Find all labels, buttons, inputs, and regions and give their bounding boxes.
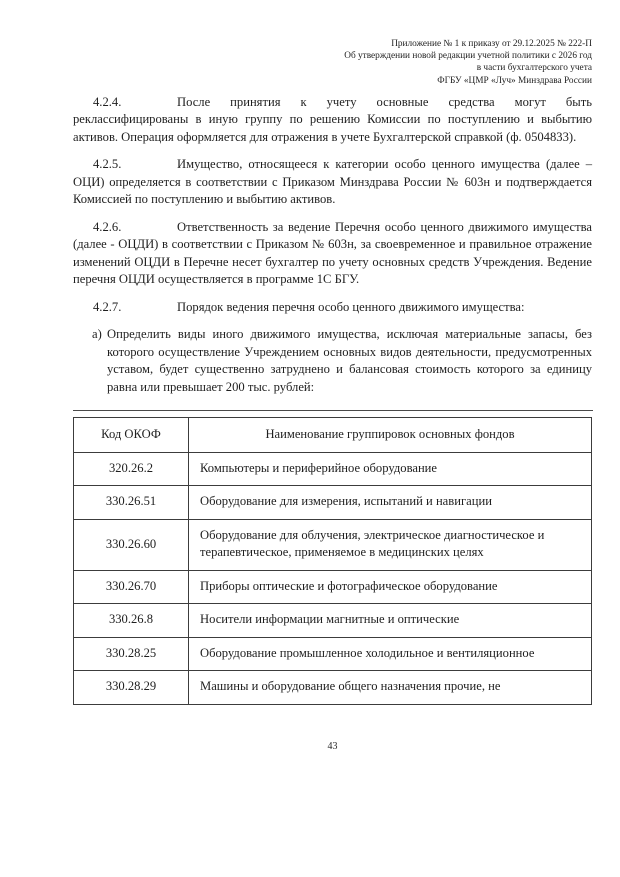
table-row (74, 486, 592, 520)
cell-name: Оборудование для облучения, электрическое диагностическое и терапевтическое, применяемое в медицинских целях (189, 519, 592, 570)
table-header-row (74, 418, 592, 453)
table-row (74, 671, 592, 705)
cell-code: 330.28.29 (74, 671, 189, 705)
list-item-a (73, 326, 592, 396)
table-row (74, 519, 592, 570)
table-row (74, 452, 592, 486)
paragraph-4-2-7 (73, 299, 592, 317)
list-marker: а) (92, 327, 102, 342)
cell-name: Носители информации магнитные и оптические (189, 604, 592, 638)
cell-code: 330.26.70 (74, 570, 189, 604)
paragraph-number: 4.2.5. (93, 157, 122, 172)
header-line-3: в части бухгалтерского учета (476, 63, 592, 74)
paragraph-number: 4.2.6. (93, 219, 122, 234)
cell-name: Оборудование для измерения, испытаний и навигации (189, 486, 592, 520)
table-row (74, 637, 592, 671)
table-row (74, 570, 592, 604)
header-line-4: ФГБУ «ЦМР «Луч» Минздрава России (437, 75, 592, 86)
document-header (73, 38, 592, 87)
cell-code: 330.26.51 (74, 486, 189, 520)
paragraph-text: Ответственность за ведение Перечня особо ценного движимого имущества (далее - ОЦДИ) в соответствии с Приказом № 603н, за своевременное и правильное отражение изменений ОЦДИ в Перечне несет бухгалтер по учету основных средств Учреждения. Ведение перечня ОЦДИ осуществляется в программе 1С БГУ. (73, 219, 592, 287)
header-line-1: Приложение № 1 к приказу от 29.12.2025 № 222-П (391, 39, 592, 49)
cell-name: Машины и оборудование общего назначения прочие, не (189, 671, 592, 705)
cell-name: Приборы оптические и фотографическое оборудование (189, 570, 592, 604)
paragraph-text: После принятия к учету основные средства могут быть реклассифицированы в иную группу по решению Комиссии по поступлению и выбытию активов. Операция оформляется для отражения в учете Бухгалтерской справкой (ф. 0504833). (73, 94, 592, 144)
paragraph-text: Порядок ведения перечня особо ценного движимого имущества: (177, 299, 525, 314)
table-row (74, 604, 592, 638)
page-number: 43 (327, 740, 338, 752)
okof-codes-table (73, 417, 592, 705)
cell-code: 330.28.25 (74, 637, 189, 671)
cell-code: 320.26.2 (74, 452, 189, 486)
column-header-code: Код ОКОФ (74, 418, 189, 453)
cell-code: 330.26.8 (74, 604, 189, 638)
list-item-text: Определить виды иного движимого имущества, исключая материальные запасы, без которого осуществление Учреждением основных видов деятельности, предусмотренных уставом, будет существенно затруднено и балансовая стоимость которого за единицу равна или превышает 200 тыс. рублей: (107, 327, 592, 394)
header-line-2: Об утверждении новой редакции учетной политики с 2026 год (344, 51, 592, 62)
paragraph-4-2-4 (73, 94, 592, 147)
paragraph-4-2-5 (73, 156, 592, 209)
paragraph-number: 4.2.7. (93, 299, 122, 314)
horizontal-rule (73, 410, 593, 411)
cell-name: Оборудование промышленное холодильное и вентиляционное (189, 637, 592, 671)
cell-name: Компьютеры и периферийное оборудование (189, 452, 592, 486)
paragraph-4-2-6 (73, 219, 592, 289)
paragraph-text: Имущество, относящееся к категории особо ценного имущества (далее – ОЦИ) определяется в соответствии с Приказом Минздрава России № 603н и подтверждается Комиссией по поступлению и выбытию активов. (73, 157, 592, 207)
paragraph-number: 4.2.4. (93, 94, 122, 109)
cell-code: 330.26.60 (74, 519, 189, 570)
column-header-name: Наименование группировок основных фондов (189, 418, 592, 453)
